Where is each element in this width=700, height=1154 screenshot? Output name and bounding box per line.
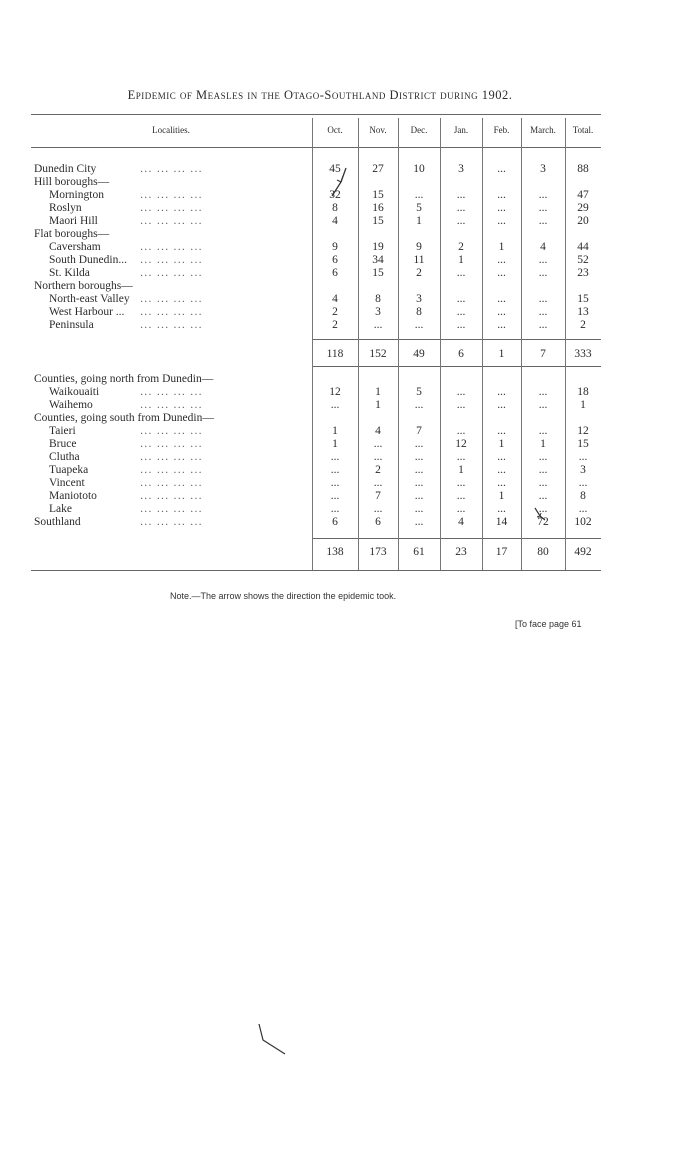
table-cell: ...: [414, 516, 424, 528]
table-cell: 72: [537, 516, 549, 528]
leader-dots: ... ... ... ...: [140, 439, 203, 450]
table-cell: 10: [413, 163, 425, 175]
table-cell: ...: [538, 503, 548, 515]
table-cell: ...: [456, 202, 466, 214]
group-heading: Flat boroughs—: [34, 228, 110, 240]
table-cell: ...: [497, 386, 506, 398]
month-header: Jan.: [453, 125, 469, 135]
table-cell: 6: [375, 516, 381, 528]
table-cell: ...: [578, 451, 588, 463]
table-cell: 1: [498, 490, 505, 502]
leader-dots: ... ... ... ...: [140, 164, 203, 175]
table-cell: ...: [414, 464, 424, 476]
table-cell: ...: [414, 189, 424, 201]
locality-label: Lake: [49, 503, 72, 515]
leader-dots: ... ... ... ...: [140, 465, 203, 476]
table-cell: 3: [458, 163, 464, 175]
table-cell: 20: [577, 215, 589, 227]
table-cell: 5: [416, 386, 422, 398]
leader-dots: ... ... ... ...: [140, 452, 203, 463]
leader-dots: ... ... ... ...: [140, 478, 203, 489]
table-cell: ...: [373, 438, 383, 450]
header-rule: [31, 147, 601, 148]
table-cell: 9: [332, 241, 338, 253]
localities-header: Localities.: [152, 125, 190, 135]
grandtotal-rule-top: [312, 538, 601, 539]
grand-total-cell: 492: [574, 546, 592, 558]
table-cell: 3: [580, 464, 586, 476]
table-cell: 8: [416, 306, 422, 318]
leader-dots: ... ... ... ...: [140, 387, 203, 398]
table-cell: ...: [497, 399, 506, 411]
table-cell: 4: [540, 241, 546, 253]
table-cell: ...: [497, 189, 506, 201]
bottom-rule: [31, 570, 601, 571]
group-heading: Northern boroughs—: [34, 280, 133, 292]
table-cell: 1: [580, 399, 586, 411]
table-cell: 9: [416, 241, 422, 253]
leader-dots: ... ... ... ...: [140, 307, 203, 318]
locality-label: Tuapeka: [49, 464, 89, 476]
table-cell: ...: [538, 477, 548, 489]
locality-label: Bruce: [49, 438, 77, 450]
table-cell: ...: [538, 189, 548, 201]
table-cell: 1: [498, 438, 505, 450]
table-cell: 47: [577, 189, 589, 201]
table-cell: ...: [373, 451, 383, 463]
table-cell: 15: [372, 189, 384, 201]
table-cell: 1: [375, 399, 381, 411]
grand-total-cell: 17: [495, 546, 508, 558]
table-cell: 1: [416, 215, 422, 227]
epidemic-arrow-icon-southland: [530, 504, 550, 524]
table-cell: 15: [372, 267, 384, 279]
table-cell: 29: [577, 202, 589, 214]
table-cell: 52: [577, 254, 589, 266]
locality-label: Maniototo: [49, 490, 97, 502]
table-cell: ...: [330, 503, 340, 515]
locality-label: Taieri: [49, 425, 76, 437]
table-cell: 6: [332, 516, 338, 528]
leader-dots: ... ... ... ...: [140, 216, 203, 227]
top-rule: [31, 114, 601, 115]
table-cell: 15: [577, 293, 589, 305]
table-cell: 1: [332, 438, 338, 450]
table-cell: ...: [497, 451, 506, 463]
table-cell: ...: [330, 477, 340, 489]
footnote: Note.—The arrow shows the direction the epidemic took.: [170, 591, 397, 601]
subtotal-cell: 6: [458, 348, 464, 360]
table-cell: ...: [373, 319, 383, 331]
table-cell: ...: [538, 425, 548, 437]
table-cell: 27: [372, 163, 384, 175]
table-cell: ...: [330, 399, 340, 411]
table-cell: 1: [498, 241, 505, 253]
table-cell: 3: [375, 306, 381, 318]
subtotal-cell: 1: [498, 348, 505, 360]
table-cell: ...: [538, 254, 548, 266]
locality-label: Waikouaiti: [49, 386, 100, 398]
table-cell: 16: [372, 202, 384, 214]
locality-label: Southland: [34, 516, 81, 528]
locality-label: Peninsula: [49, 319, 94, 331]
table-cell: ...: [497, 254, 506, 266]
leader-dots: ... ... ... ...: [140, 242, 203, 253]
table-cell: ...: [538, 293, 548, 305]
table-cell: ...: [414, 503, 424, 515]
table-cell: 2: [375, 464, 381, 476]
table-cell: 32: [329, 189, 341, 201]
leader-dots: ... ... ... ...: [140, 203, 203, 214]
leader-dots: ... ... ... ...: [140, 504, 203, 515]
table-cell: ...: [414, 399, 424, 411]
grand-total-cell: 173: [369, 546, 387, 558]
month-header: Oct.: [327, 125, 343, 135]
table-cell: ...: [414, 490, 424, 502]
table-cell: ...: [456, 189, 466, 201]
grand-total-cell: 138: [326, 546, 344, 558]
table-cell: ...: [497, 306, 506, 318]
table-cell: 88: [577, 163, 589, 175]
table-cell: 15: [577, 438, 589, 450]
table-cell: ...: [497, 464, 506, 476]
table-cell: 4: [332, 293, 338, 305]
table-cell: 2: [458, 241, 464, 253]
leader-dots: ... ... ... ...: [140, 400, 203, 411]
table-cell: 3: [540, 163, 546, 175]
grand-total-cell: 61: [413, 546, 425, 558]
table-cell: ...: [414, 438, 424, 450]
leader-dots: ... ... ... ...: [140, 255, 203, 266]
total-header: Total.: [572, 125, 594, 135]
table-title: Epidemic of Measles in the Otago-Southland District during 1902.: [127, 88, 513, 102]
table-cell: ...: [330, 464, 340, 476]
table-cell: ...: [538, 386, 548, 398]
table-cell: 1: [540, 438, 546, 450]
table-cell: 12: [455, 438, 467, 450]
table-cell: 13: [577, 306, 589, 318]
table-cell: 18: [577, 386, 589, 398]
month-header: Nov.: [369, 125, 387, 135]
locality-label: Maori Hill: [49, 215, 98, 227]
table-cell: ...: [414, 477, 424, 489]
table-cell: 2: [416, 267, 422, 279]
locality-label: West Harbour ...: [49, 306, 125, 318]
table-cell: 1: [458, 464, 464, 476]
subtotal-rule-top: [312, 339, 601, 340]
table-cell: 102: [574, 516, 592, 528]
group-heading: Counties, going north from Dunedin—: [34, 373, 214, 385]
table-cell: 2: [332, 319, 338, 331]
table-cell: 2: [332, 306, 338, 318]
table-cell: 5: [416, 202, 422, 214]
epidemic-arrow-icon-lower: [255, 1022, 291, 1058]
subtotal-cell: 118: [326, 348, 344, 360]
table-cell: ...: [456, 386, 466, 398]
table-cell: ...: [497, 319, 506, 331]
facing-page-note: [To face page 61: [515, 619, 582, 629]
locality-label: North-east Valley: [49, 293, 130, 305]
locality-label: South Dunedin...: [49, 254, 127, 266]
month-header: Feb.: [493, 125, 510, 135]
locality-label: Dunedin City: [34, 163, 97, 175]
table-cell: ...: [456, 451, 466, 463]
grand-total-cell: 80: [537, 546, 549, 558]
subtotal-cell: 7: [540, 348, 546, 360]
table-cell: 4: [458, 516, 464, 528]
column-line: [312, 118, 313, 570]
table-cell: 15: [372, 215, 384, 227]
table-cell: 7: [416, 425, 422, 437]
epidemic-arrow-icon: [326, 160, 356, 208]
table-cell: ...: [456, 293, 466, 305]
subtotal-rule-bottom: [312, 366, 601, 367]
table-cell: 4: [375, 425, 381, 437]
table-cell: 8: [580, 490, 586, 502]
table-cell: 2: [580, 319, 586, 331]
leader-dots: ... ... ... ...: [140, 320, 203, 331]
table-cell: ...: [330, 490, 340, 502]
locality-label: Clutha: [49, 451, 80, 463]
table-cell: 4: [332, 215, 338, 227]
month-header: March.: [530, 125, 556, 135]
table-cell: ...: [373, 503, 383, 515]
table-cell: ...: [538, 319, 548, 331]
table-cell: 12: [577, 425, 589, 437]
table-cell: ...: [538, 451, 548, 463]
table-cell: ...: [538, 464, 548, 476]
table-cell: 1: [332, 425, 338, 437]
table-cell: ...: [497, 163, 506, 175]
table-cell: 34: [372, 254, 384, 266]
table-cell: 44: [577, 241, 589, 253]
table-cell: ...: [414, 319, 424, 331]
locality-label: Waihemo: [49, 399, 93, 411]
table-cell: ...: [456, 306, 466, 318]
table-cell: ...: [538, 215, 548, 227]
table-cell: ...: [538, 399, 548, 411]
locality-label: St. Kilda: [49, 267, 90, 279]
table-cell: ...: [497, 425, 506, 437]
table-cell: ...: [373, 477, 383, 489]
table-cell: 19: [372, 241, 384, 253]
table-cell: ...: [456, 215, 466, 227]
table-cell: 6: [332, 267, 338, 279]
subtotal-cell: 333: [574, 348, 592, 360]
table-cell: ...: [538, 267, 548, 279]
locality-label: Vincent: [49, 477, 85, 489]
table-cell: ...: [538, 306, 548, 318]
subtotal-cell: 49: [413, 348, 425, 360]
table-cell: ...: [456, 477, 466, 489]
table-cell: ...: [578, 503, 588, 515]
locality-label: Caversham: [49, 241, 101, 253]
table-cell: ...: [456, 267, 466, 279]
table-cell: ...: [456, 399, 466, 411]
leader-dots: ... ... ... ...: [140, 268, 203, 279]
table-cell: 6: [332, 254, 338, 266]
table-cell: ...: [497, 202, 506, 214]
table-cell: 8: [375, 293, 381, 305]
grand-total-cell: 23: [455, 546, 467, 558]
table-cell: ...: [497, 477, 506, 489]
table-cell: ...: [578, 477, 588, 489]
table-cell: ...: [497, 503, 506, 515]
table-cell: ...: [538, 490, 548, 502]
table-cell: ...: [538, 202, 548, 214]
leader-dots: ... ... ... ...: [140, 491, 203, 502]
table-cell: 7: [375, 490, 381, 502]
table-cell: ...: [456, 490, 466, 502]
table-cell: 23: [577, 267, 589, 279]
table-cell: 3: [416, 293, 422, 305]
table-cell: ...: [456, 425, 466, 437]
table-cell: 14: [495, 516, 508, 528]
table-cell: ...: [497, 293, 506, 305]
table-cell: ...: [330, 451, 340, 463]
table-cell: 1: [375, 386, 381, 398]
locality-label: Mornington: [49, 189, 104, 201]
table-cell: ...: [497, 215, 506, 227]
subtotal-cell: 152: [369, 348, 387, 360]
table-cell: ...: [414, 451, 424, 463]
table-cell: 11: [413, 254, 425, 266]
table-cell: ...: [497, 267, 506, 279]
group-heading: Counties, going south from Dunedin—: [34, 412, 214, 424]
leader-dots: ... ... ... ...: [140, 190, 203, 201]
table-cell: 8: [332, 202, 338, 214]
table-cell: ...: [456, 503, 466, 515]
table-cell: 1: [458, 254, 464, 266]
locality-label: Roslyn: [49, 202, 82, 214]
table-cell: 12: [329, 386, 341, 398]
leader-dots: ... ... ... ...: [140, 517, 203, 528]
leader-dots: ... ... ... ...: [140, 426, 203, 437]
group-heading: Hill boroughs—: [34, 176, 110, 188]
table-cell: 45: [329, 163, 341, 175]
table-cell: ...: [456, 319, 466, 331]
month-header: Dec.: [410, 125, 428, 135]
leader-dots: ... ... ... ...: [140, 294, 203, 305]
